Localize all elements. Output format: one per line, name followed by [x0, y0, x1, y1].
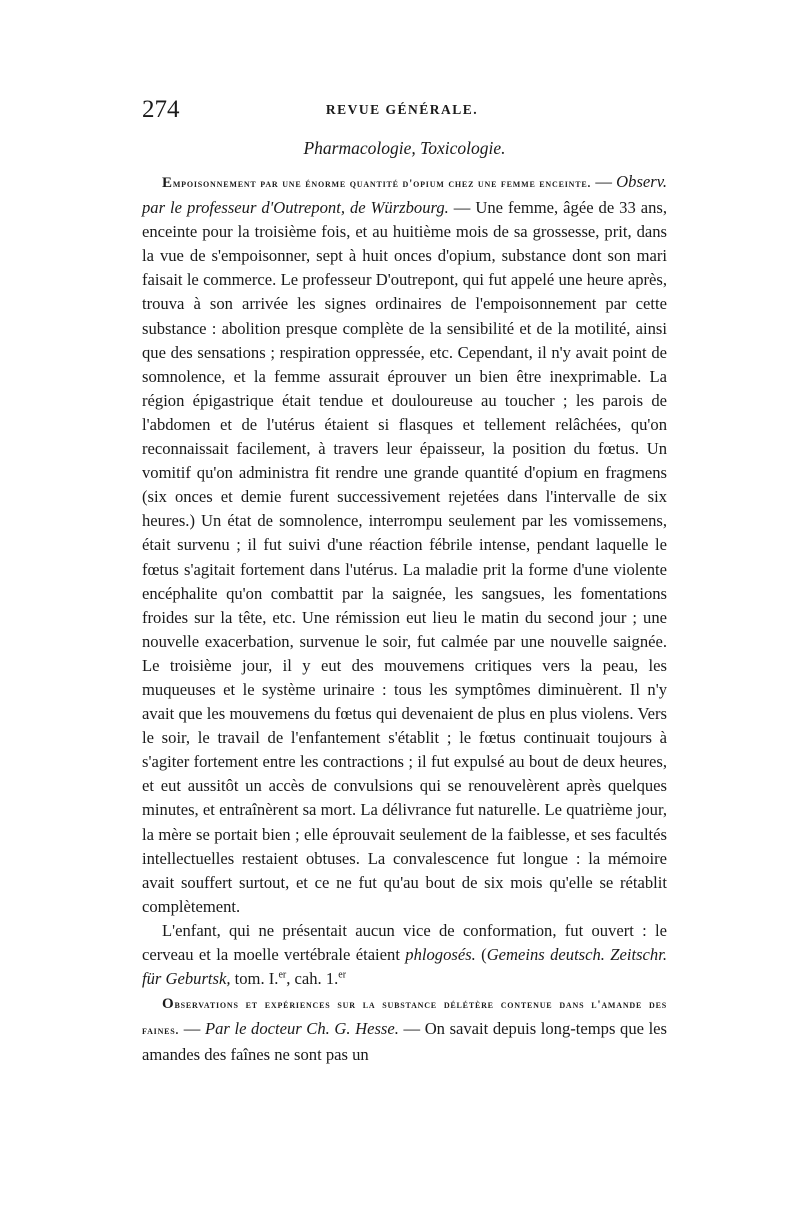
- article1-paragraph: [142, 170, 667, 919]
- article1-p2-text: L'enfant, qui ne présentait aucun vice de conformation, fut ouvert : le cerveau et la moelle vertébrale étaient: [142, 920, 667, 964]
- article1-text: — Une femme, âgée de 33 ans, enceinte pour la troisième fois, et au huitième mois de sa grossesse, prit, dans la vue de s'empoisonner, sept à huit onces d'opium, substance dont son mari faisait le commerce. Le professeur D'outrepont, qui fut appelé une heure après, trouva à son arrivée les signes ordinaires de l'empoisonnement par cette substance : abolition presque complète de la sensibilité et de la motilité, ainsi que des sensations ; respiration oppressée, etc. Cependant, il n'y avait point de somnolence, et la femme assurait éprouver un bien être inexprimable. La région épigastrique était tendue et douloureuse au toucher ; les parois de l'abdomen et de l'utérus étaient si flasques et tellement relâchées, qu'on reconnaissait facilement, à travers leur épaisseur, la position du fœtus. Un vomitif qu'on administra fit rendre une grande quantité d'opium en fragmens (six onces et demie furent successivement rejetées dans l'intervalle de six heures.) Un état de somnolence, interrompu seulement par les vomissemens, était survenu ; il fut suivi d'une réaction fébrile intense, pendant laquelle le fœtus s'agitait fortement dans l'utérus. La maladie prit la forme d'une violente encéphalite qu'on combattit par la saignée, les sangsues, les fomentations froides sur la tête, etc. Une rémission eut lieu le matin du second jour ; une nouvelle exacerbation, survenue le soir, fut calmée par une nouvelle saignée. Le troisième jour, il y eut des mouvemens critiques vers la peau, les muqueuses et le système urinaire : tous les symptômes diminuèrent. Il n'y avait que les mouvemens du fœtus qui devenaient de plus en plus violens. Vers le soir, le travail de l'enfantement s'établit ; le fœtus continuait toujours à s'agiter fortement entre les contractions ; il fut expulsé au bout de deux heures, et eut aussitôt un accès de convulsions qui se renouvelèrent après quelques minutes, et entraînèrent sa mort. La délivrance fut naturelle. Le quatrième jour, la mère se portait bien ; elle éprouvait seulement de la faiblesse, et ses facultés intellectuelles restaient obtuses. La convalescence fut longue : la mémoire avait souffert surtout, et ce ne fut qu'au bout de six mois qu'elle se rétablit complètement.: [142, 198, 667, 916]
- article1-source: Observ. par le professeur d'Outrepont, de Würzbourg.: [142, 172, 668, 218]
- running-head: REVUE GÉNÉRALE.: [325, 102, 479, 117]
- article1-paragraph-2: [142, 919, 667, 991]
- article1-citation-sup: er: [278, 969, 287, 981]
- page-header: [142, 92, 667, 132]
- article2-title: bservations et expériences sur la substance délétère contenue dans l'amande des faines.: [142, 999, 667, 1038]
- article1-citation-cahier: , cah. 1.: [286, 969, 339, 989]
- article1-citation: Gemeins deutsch. Zeitschr. für Geburtsk,: [142, 945, 667, 989]
- article1-citation-sup-2: er: [338, 969, 347, 981]
- article1-p2-paren: (: [475, 945, 487, 964]
- article2-dash: —: [179, 1019, 205, 1039]
- page-number: 274: [142, 96, 180, 123]
- article1-dash: —: [591, 172, 617, 191]
- article2-text: — On savait depuis long-temps que les amandes des faînes ne sont pas un: [142, 1019, 668, 1065]
- article1-citation-tome: tom. I.: [230, 969, 279, 989]
- article-body: [142, 170, 667, 1067]
- article2-title-initial: O: [162, 996, 175, 1013]
- article1-title: mpoisonnement par une énorme quantité d'opium chez une femme enceinte.: [172, 178, 592, 190]
- section-title: Pharmacologie, Toxicologie.: [303, 138, 506, 158]
- article1-title-initial: E: [162, 175, 173, 191]
- article1-p2-italic: phlogosés.: [405, 945, 476, 964]
- article2-paragraph: [142, 991, 667, 1067]
- article2-source: Par le docteur Ch. G. Hesse.: [204, 1019, 399, 1039]
